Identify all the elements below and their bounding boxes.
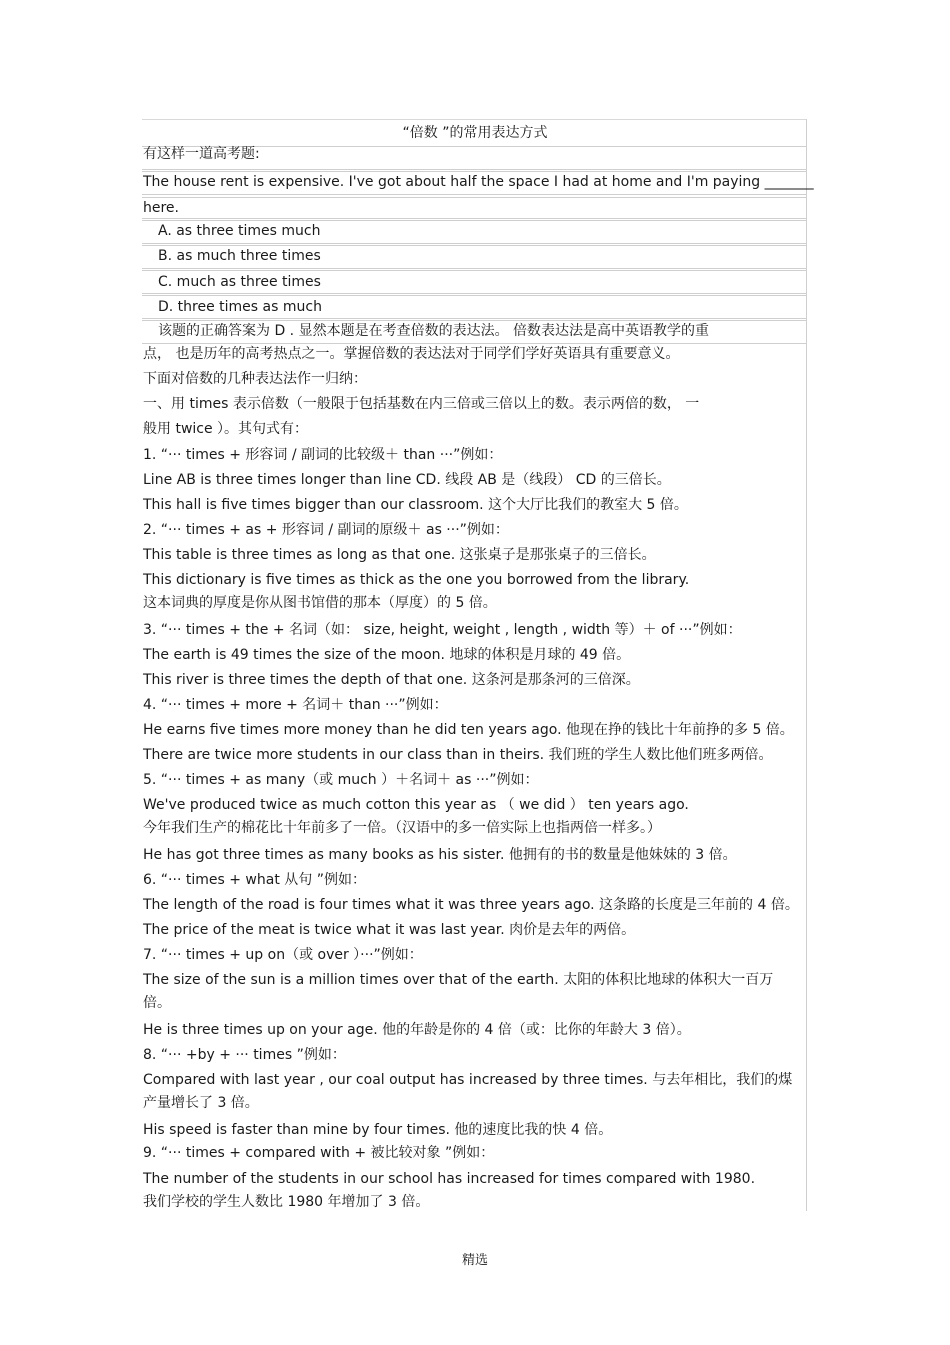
- answer-line-1: 该题的正确答案为 D . 显然本题是在考查倍数的表达法。 倍数表达法是高中英语教学的重: [158, 323, 710, 339]
- rule-8-heading: 8. “··· +by + ··· times ”例如：: [143, 1047, 346, 1063]
- rule-1-heading: 1. “··· times + 形容词 / 副词的比较级＋ than ···”例如：: [143, 447, 503, 463]
- example-line: The earth is 49 times the size of the moon. 地球的体积是月球的 49 倍。: [143, 647, 631, 663]
- example-line: 倍。: [143, 995, 171, 1011]
- rule-9-heading: 9. “··· times + compared with + 被比较对象 ”例如：: [143, 1145, 495, 1161]
- rule-4-heading: 4. “··· times + more + 名词＋ than ···”例如：: [143, 697, 448, 713]
- rule-6-heading: 6. “··· times + what 从句 ”例如：: [143, 872, 366, 888]
- example-line: This hall is five times bigger than our classroom. 这个大厅比我们的教室大 5 倍。: [143, 497, 688, 513]
- rule-2-heading: 2. “··· times + as + 形容词 / 副词的原级＋ as ···”例如：: [143, 522, 509, 538]
- example-line: There are twice more students in our class than in theirs. 我们班的学生人数比他们班多两倍。: [143, 747, 773, 763]
- option-a: A. as three times much: [158, 223, 321, 239]
- example-line: The size of the sun is a million times over that of the earth. 太阳的体积比地球的体积大一百万: [143, 972, 774, 988]
- example-line: 产量增长了 3 倍。: [143, 1095, 259, 1111]
- example-line: This river is three times the depth of that one. 这条河是那条河的三倍深。: [143, 672, 640, 688]
- rule-3-heading: 3. “··· times + the + 名词（如： size, height, weight , length , width 等）＋ of ···”例如：: [143, 622, 742, 638]
- question-box-2: [142, 197, 806, 219]
- page-title: “倍数 ”的常用表达方式: [402, 125, 548, 141]
- section1-line-2: 般用 twice ）。其句式有：: [143, 421, 309, 437]
- summary-text: 下面对倍数的几种表达法作一归纳：: [143, 371, 367, 387]
- rule-5-heading: 5. “··· times + as many（或 much ）＋名词＋ as ···”例如：: [143, 772, 539, 788]
- example-line: He is three times up on your age. 他的年龄是你的 4 倍（或：比你的年龄大 3 倍）。: [143, 1022, 691, 1038]
- example-line: This table is three times as long as that one. 这张桌子是那张桌子的三倍长。: [143, 547, 656, 563]
- example-line: 这本词典的厚度是你从图书馆借的那本（厚度）的 5 倍。: [143, 595, 497, 611]
- page-footer: 精选: [461, 1253, 488, 1268]
- answer-line-2: 点， 也是历年的高考热点之一。掌握倍数的表达法对于同学们学好英语具有重要意义。: [143, 346, 680, 362]
- section1-line-1: 一、用 times 表示倍数（一般限于包括基数在内三倍或三倍以上的数。表示两倍的数， 一: [143, 396, 700, 412]
- example-line: The length of the road is four times what it was three years ago. 这条路的长度是三年前的 4 倍。: [143, 897, 799, 913]
- question-line-1: The house rent is expensive. I've got about half the space I had at home and I'm paying _______: [143, 174, 814, 190]
- question-line-2: here.: [143, 200, 179, 216]
- example-line: 今年我们生产的棉花比十年前多了一倍。（汉语中的多一倍实际上也指两倍一样多。）: [143, 820, 661, 836]
- example-line: This dictionary is five times as thick as the one you borrowed from the library.: [143, 572, 690, 588]
- option-c: C. much as three times: [158, 274, 321, 290]
- option-d: D. three times as much: [158, 299, 322, 315]
- example-line: We've produced twice as much cotton this year as （ we did ） ten years ago.: [143, 797, 689, 813]
- example-line: The number of the students in our school has increased for times compared with 1980.: [143, 1171, 756, 1187]
- example-line: Compared with last year , our coal output has increased by three times. 与去年相比，我们的煤: [143, 1072, 793, 1088]
- example-line: The price of the meat is twice what it was last year. 肉价是去年的两倍。: [143, 922, 636, 938]
- option-b: B. as much three times: [158, 248, 321, 264]
- intro-text: 有这样一道高考题:: [143, 146, 260, 162]
- rule-7-heading: 7. “··· times + up on（或 over ）···”例如：: [143, 947, 423, 963]
- example-line: His speed is faster than mine by four times. 他的速度比我的快 4 倍。: [143, 1122, 613, 1138]
- example-line: Line AB is three times longer than line CD. 线段 AB 是（线段） CD 的三倍长。: [143, 472, 671, 488]
- example-line: 我们学校的学生人数比 1980 年增加了 3 倍。: [143, 1194, 430, 1210]
- example-line: He earns five times more money than he did ten years ago. 他现在挣的钱比十年前挣的多 5 倍。: [143, 722, 794, 738]
- example-line: He has got three times as many books as his sister. 他拥有的书的数量是他妹妹的 3 倍。: [143, 847, 737, 863]
